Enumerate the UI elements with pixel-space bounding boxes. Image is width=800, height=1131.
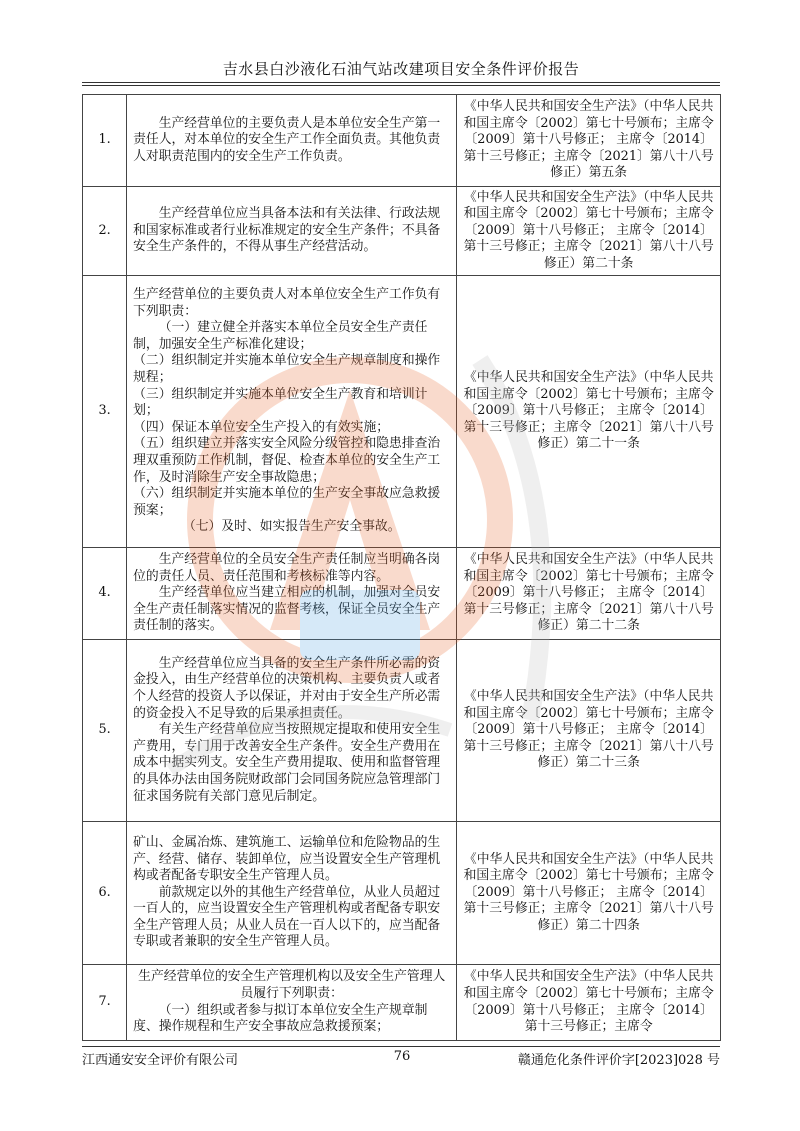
content-paragraph: 生产经营单位应当建立相应的机制，加强对全员安全生产责任制落实情况的监督考核，保证全员安全生产责任制的落实。: [133, 585, 441, 634]
legal-basis: 《中华人民共和国安全生产法》（中华人民共和国主席令〔2002〕第七十号颁布；主席令〔2009〕第十八号修正； 主席令〔2014〕第十三号修正；主席令〔2021〕第八十八号修正）第二十四条: [457, 822, 721, 965]
content-paragraph: （一）建立健全并落实本单位全员安全生产责任制，加强安全生产标准化建设；: [133, 320, 428, 352]
table-row: [83, 640, 721, 822]
row-content: [127, 548, 457, 640]
row-number: 5.: [83, 640, 127, 822]
legal-basis: 《中华人民共和国安全生产法》（中华人民共和国主席令〔2002〕第七十号颁布；主席令〔2009〕第十八号修正； 主席令〔2014〕第十三号修正；主席令〔2021〕第八十八号修正）第二十条: [457, 187, 721, 276]
content-paragraph: 有关生产经营单位应当按照规定提取和使用安全生产费用，专门用于改善安全生产条件。安全生产费用在成本中据实列支。安全生产费用提取、使用和监督管理的具体办法由国务院财政部门会同国务院应急管理部门征求国务院有关部门意见后制定。: [133, 722, 441, 804]
requirements-table: [82, 94, 721, 1041]
table-row: [83, 276, 721, 548]
content-paragraph: 生产经营单位应当具备本法和有关法律、行政法规和国家标准或者行业标准规定的安全生产条件；不具备安全生产条件的，不得从事生产经营活动。: [133, 206, 441, 255]
legal-basis: 《中华人民共和国安全生产法》（中华人民共和国主席令〔2002〕第七十号颁布；主席令〔2009〕第十八号修正； 主席令〔2014〕第十三号修正；主席令: [457, 965, 721, 1041]
table-row: [83, 95, 721, 187]
row-content: [127, 965, 457, 1041]
legal-basis: 《中华人民共和国安全生产法》（中华人民共和国主席令〔2002〕第七十号颁布；主席令〔2009〕第十八号修正； 主席令〔2014〕第十三号修正；主席令〔2021〕第八十八号修正）第二十三条: [457, 640, 721, 822]
content-paragraph: 生产经营单位的主要负责人对本单位安全生产工作负有下列职责：: [133, 287, 441, 319]
content-paragraph: 生产经营单位的全员安全生产责任制应当明确各岗位的责任人员、责任范围和考核标准等内容。: [133, 552, 441, 584]
content-paragraph: 生产经营单位的主要负责人是本单位安全生产第一责任人，对本单位的安全生产工作全面负责。其他负责人对职责范围内的安全生产工作负责。: [133, 115, 441, 164]
content-paragraph: （三）组织制定并实施本单位安全生产教育和培训计划；: [133, 386, 428, 419]
table-row: [83, 548, 721, 640]
header-divider: [82, 82, 720, 83]
row-number: 1.: [83, 95, 127, 187]
content-paragraph: （二）组织制定并实施本单位安全生产规章制度和操作规程；: [133, 353, 441, 386]
row-number: 2.: [83, 187, 127, 276]
content-paragraph: 矿山、金属冶炼、建筑施工、运输单位和危险物品的生产、经营、储存、装卸单位，应当设置安全生产管理机构或者配备专职安全生产管理人员。: [133, 834, 441, 884]
content-paragraph: （七）及时、如实报告生产安全事故。: [182, 519, 401, 535]
row-number: 7.: [83, 965, 127, 1041]
row-number: 4.: [83, 548, 127, 640]
document-number: 赣通危化条件评价字[2023]028 号: [517, 1053, 720, 1068]
row-content: [127, 822, 457, 965]
row-content: [127, 640, 457, 822]
page-number: 76: [393, 1049, 411, 1064]
legal-basis: 《中华人民共和国安全生产法》（中华人民共和国主席令〔2002〕第七十号颁布；主席令〔2009〕第十八号修正； 主席令〔2014〕第十三号修正；主席令〔2021〕第八十八号修正）第五条: [457, 95, 721, 187]
content-paragraph: 生产经营单位的安全生产管理机构以及安全生产管理人员履行下列职责：: [138, 969, 446, 1001]
header-divider-secondary: [82, 85, 720, 86]
content-paragraph: （五）组织建立并落实安全风险分级管控和隐患排查治理双重预防工作机制，督促、检查本单位的安全生产工作，及时消除生产安全事故隐患；: [133, 436, 441, 485]
legal-basis: 《中华人民共和国安全生产法》（中华人民共和国主席令〔2002〕第七十号颁布；主席令〔2009〕第十八号修正； 主席令〔2014〕第十三号修正；主席令〔2021〕第八十八号修正）第二十二条: [457, 548, 721, 640]
row-content: [127, 276, 457, 548]
row-content: [127, 95, 457, 187]
content-paragraph: 生产经营单位应当具备的安全生产条件所必需的资金投入，由生产经营单位的决策机构、主要负责人或者个人经营的投资人予以保证，并对由于安全生产所必需的资金投入不足导致的后果承担责任。: [133, 655, 441, 721]
row-content: [127, 187, 457, 276]
footer-divider: [82, 1046, 720, 1047]
page-header-title: 吉水县白沙液化石油气站改建项目安全条件评价报告: [222, 60, 580, 78]
content-paragraph: （六）组织制定并实施本单位的生产安全事故应急救援预案；: [133, 486, 441, 518]
footer-company: 江西通安安全评价有限公司: [82, 1053, 239, 1068]
table-row: [83, 965, 721, 1041]
content-paragraph: 前款规定以外的其他生产经营单位，从业人员超过一百人的，应当设置安全生产管理机构或者配备专职安全生产管理人员；从业人员在一百人以下的，应当配备专职或者兼职的安全生产管理人员。: [133, 884, 441, 950]
row-number: 3.: [83, 276, 127, 548]
table-row: [83, 822, 721, 965]
row-number: 6.: [83, 822, 127, 965]
table-row: [83, 187, 721, 276]
legal-basis: 《中华人民共和国安全生产法》（中华人民共和国主席令〔2002〕第七十号颁布；主席令〔2009〕第十八号修正； 主席令〔2014〕第十三号修正；主席令〔2021〕第八十八号修正）第二十一条: [457, 276, 721, 548]
content-paragraph: （四）保证本单位安全生产投入的有效实施；: [133, 419, 390, 435]
content-paragraph: （一）组织或者参与拟订本单位安全生产规章制度、操作规程和生产安全事故应急救援预案；: [133, 1002, 428, 1035]
